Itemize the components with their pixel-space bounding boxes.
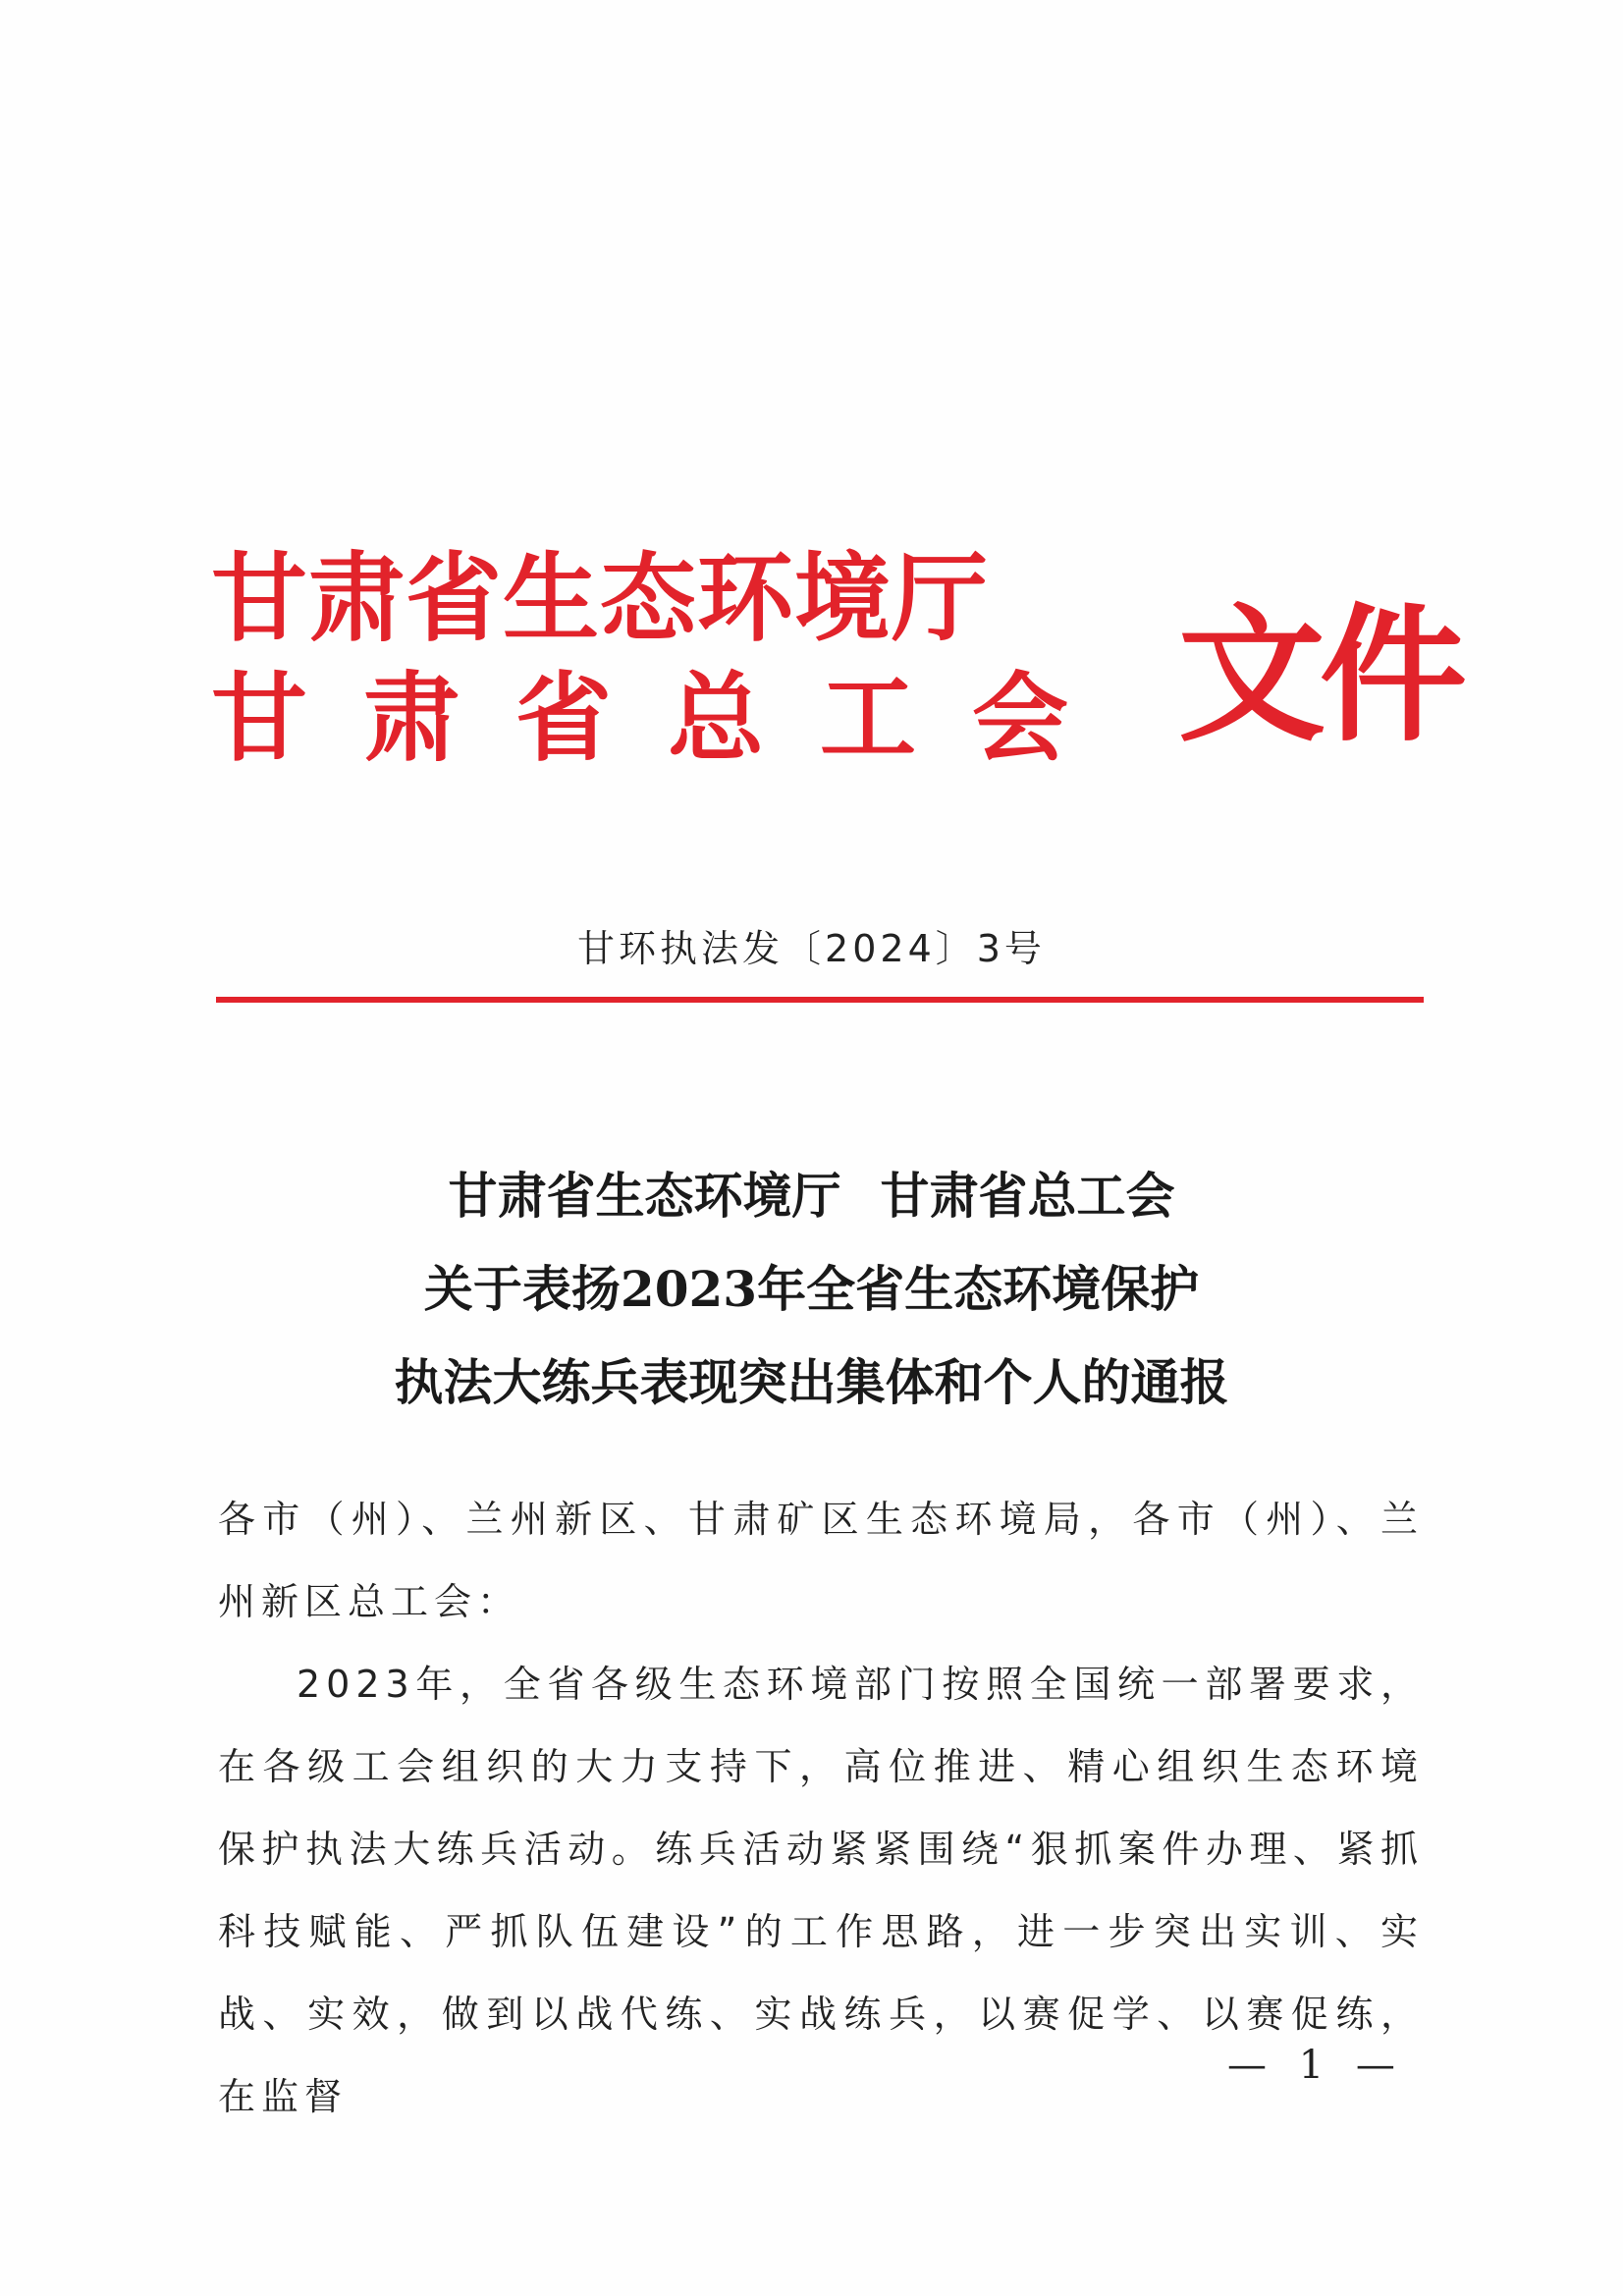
title-line-1 [0, 1149, 1623, 1242]
page-number: — 1 — [1227, 2043, 1405, 2088]
issuer-line-2: 甘肃省总工会 [211, 662, 1125, 775]
body-paragraph-1: 2023年，全省各级生态环境部门按照全国统一部署要求，在各级工会组织的大力支持下，高位推进、精心组织生态环境保护执法大练兵活动。练兵活动紧紧围绕“狠抓案件办理、紧抓科技赋能、严抓队伍建设”的工作思路，进一步突出实训、实战、实效，做到以战代练、实战练兵，以赛促学、以赛促练，在监督 [218, 1663, 1424, 2118]
title-line-3: 执法大练兵表现突出集体和个人的通报 [394, 1353, 1229, 1411]
masthead-suffix: 文件 [1178, 589, 1462, 762]
document-body [218, 1478, 1424, 2138]
title-issuer-a: 甘肃省生态环境厅 [448, 1167, 841, 1225]
title-issuer-b: 甘肃省总工会 [880, 1167, 1175, 1225]
red-divider-line [216, 997, 1424, 1003]
document-number: 甘环执法发〔2024〕3号 [577, 927, 1046, 970]
red-masthead [211, 542, 1462, 791]
document-title [0, 1149, 1623, 1429]
title-line-2: 关于表扬2023年全省生态环境保护 [423, 1260, 1200, 1318]
salutation: 各市（州）、兰州新区、甘肃矿区生态环境局，各市（州）、兰州新区总工会： [218, 1498, 1424, 1623]
issuer-line-1: 甘肃省生态环境厅 [211, 542, 990, 655]
